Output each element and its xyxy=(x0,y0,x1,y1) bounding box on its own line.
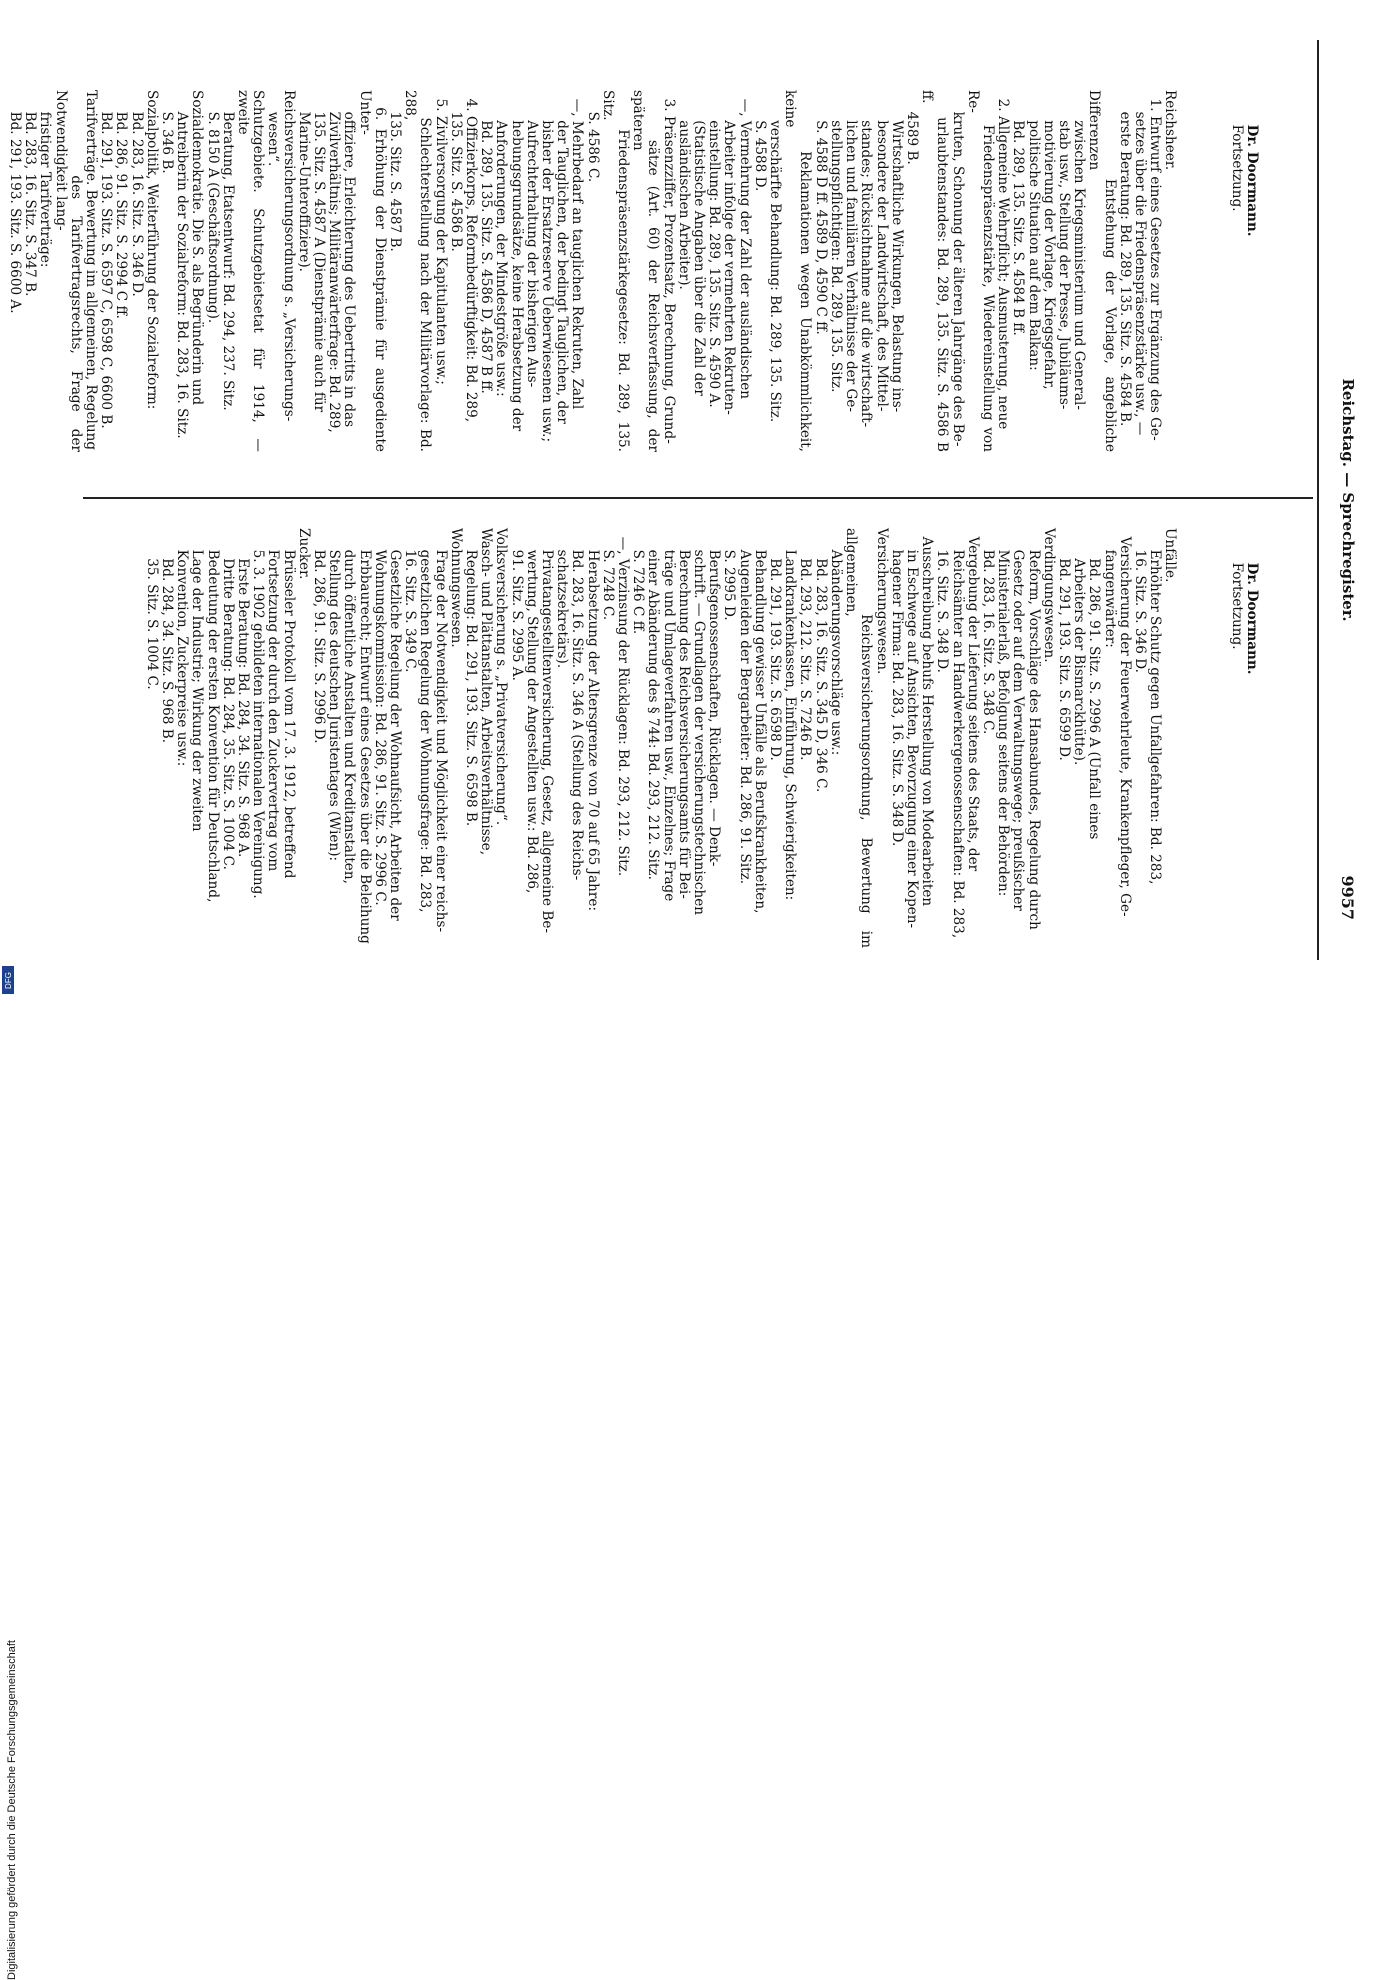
right-column-heading xyxy=(1214,528,1275,948)
right-heading-rest: Fortsetzung. xyxy=(1229,562,1246,650)
left-heading-rest: Fortsetzung. xyxy=(1229,124,1246,212)
credit-text: Digitalisierung gefördert durch die Deutsche Forschungsgemeinschaft xyxy=(6,1640,18,1980)
left-heading-name: Dr. Doormann. xyxy=(1244,124,1261,237)
dfg-logo xyxy=(2,966,14,994)
left-column-heading xyxy=(1214,90,1275,452)
column-divider xyxy=(83,497,1313,499)
dfg-logo-text: DFG xyxy=(3,971,13,989)
left-column xyxy=(0,90,1305,452)
left-column-body: Reichsheer. 1. Entwurf eines Gesetzes zur Ergänzung des Ge- setzes über die Friedenspräsenzstärke usw., — erste Beratung: Bd. 289, 135. Sitz. S. 4584 B. Entstehung der Vorlage, angebliche Differenzen zwischen Kriegsministerium und General- stab usw., Stellung der Presse, Jubiläums- motivierung der Vorlage, Kriegsgefahr, politische Situation auf dem Balkan: Bd. 289, 135. Sitz. S. 4584 B ff. 2. Allgemeine Wehrpflicht; Ausmusterung, neue Friedenspräsenzstärke, Wiedereinstellung von Re- kruten, Schonung der älteren Jahrgänge des Be- urlaubtenstandes: Bd. 289, 135. Sitz. S. 4586 B ff. 4589 B. Wirtschaftliche Wirkungen, Belastung ins- besondere der Landwirtschaft, des Mittel- standes; Rücksichtnahme auf die wirtschaft- lichen und familiären Verhältnisse der Ge- stellungspflichtigen: Bd. 289, 135. Sitz. S. 4588 D ff. 4589 D, 4590 C ff. Reklamationen wegen Unabkömmlichkeit, keine verschärfte Behandlung: Bd. 289, 135. Sitz. S. 4588 D. —, Vermehrung der Zahl der ausländischen Arbeiter infolge der vermehrten Rekruten- einstellung: Bd. 289, 135. Sitz. S. 4590 A. (Statistische Angaben über die Zahl der ausländischen Arbeiter). 3. Präsenzziffer, Prozentsatz, Berechnung, Grund- sätze (Art. 60) der Reichsverfassung, der späteren Friedenspräsenzstärkegesetze: Bd. 289, 135. Sitz. S. 4586 C. —, Mehrbedarf an tauglichen Rekruten, Zahl der Tauglichen, der bedingt Tauglichen, der bisher der Ersatzreserve Ueberwiesenen usw.; Aufrechterhaltung der bisherigen Aus- hebungsgrundsätze, keine Herabsetzung der Anforderungen, der Mindestgröße usw.: Bd. 289, 135. Sitz. S. 4586 D, 4587 B ff. 4. Offizierkorps, Reformbedürftigkeit: Bd. 289, 135. Sitz. S. 4586 B. 5. Zivilversorgung der Kapitulanten usw.; Schlechterstellung nach der Militärvorlage: Bd. 288, 135. Sitz. S. 4587 B. 6. Erhöhung der Dienstprämie für ausgediente Unter- offiziere, Erleichterung des Uebertritts in das Zivilverhältnis; Militäranwärterfrage: Bd. 289, 135. Sitz. S. 4587 A (Dienstprämie auch für Marine-Unteroffiziere). Reichsversicherungsordnung s. „Versicherungs- wesen“. Schutzgebiete. Schutzgebietsetat für 1914, — zweite Beratung, Etatsentwurf: Bd. 294, 237. Sitz. S. 8150 A (Geschäftsordnung). Sozialdemokratie. Die S. als Begründerin und Antreiberin der Sozialreform: Bd. 283, 16. Sitz. S. 346 B. Sozialpolitik, Weiterführung der Sozialreform: Bd. 283, 16. Sitz. S. 346 D. Bd. 286, 91. Sitz. S. 2994 C ff. Bd. 291, 193. Sitz. S. 6597 C, 6598 C, 6600 B. Tarifverträge. Bewertung im allgemeinen, Regelung des Tarifvertragsrechts, Frage der Notwendigkeit lang- fristiger Tarifverträge: Bd. 283, 16. Sitz. S. 347 B. Bd. 291, 193. Sitz. S. 6600 A. xyxy=(6,90,1179,452)
digitization-credit xyxy=(0,986,1383,1980)
right-column-body: Unfälle. Erhöhter Schutz gegen Unfallgefahren: Bd. 283, 16. Sitz. S. 346 D. Versicherung der Feuerwehrleute, Krankenpfleger, Ge- fangenwärter: Bd. 286, 91. Sitz. S. 2996 A (Unfall eines Arbeiters der Bismarckhütte). Bd. 291, 193. Sitz. S. 6599 D. Verdingungswesen. Reform, Vorschläge des Hansabundes, Regelung durch Gesetz oder auf dem Verwaltungswege; preußischer Ministerialerlaß, Befolgung seitens der Behörden: Bd. 283, 16. Sitz. S. 348 C. Vergebung der Lieferung seitens des Staats, der Reichsämter an Handwerkergenossenschaften: Bd. 283, 16. Sitz. S. 348 D. Ausschreibung behufs Herstellung von Modearbeiten in Eschwege auf Ansichten, Bevorzugung einer Kopen- hagener Firma: Bd. 283, 16. Sitz. S. 348 D. Versicherungswesen. Reichsversicherungsordnung, Bewertung im allgemeinen, Abänderungsvorschläge usw.: Bd. 283, 16. Sitz. S. 345 D, 346 C. Bd. 293, 212. Sitz. S. 7246 B. Landkrankenkassen, Einführung, Schwierigkeiten: Bd. 291, 193. Sitz. S. 6598 D. Behandlung gewisser Unfälle als Berufskrankheiten, Augenleiden der Bergarbeiter: Bd. 286, 91. Sitz. S. 2995 D. Berufsgenossenschaften, Rücklagen. — Denk- schrift. — Grundlagen der versicherungstechnischen Berechnung des Reichsversicherungsamts für Bei- träge und Umlageverfahren usw., Einzelnes; Frage einer Abänderung des § 744: Bd. 293, 212. Sitz. S. 7246 C ff. —, Verzinsung der Rücklagen: Bd. 293, 212. Sitz. S. 7248 C. Herabsetzung der Altersgrenze von 70 auf 65 Jahre: Bd. 283, 16. Sitz. S. 346 A (Stellung des Reichs- schatzsekretärs). Privatangestelltenversicherung, Gesetz, allgemeine Be- wertung, Stellung der Angestellten usw.: Bd. 286, 91. Sitz. S. 2995 A. Volksversicherung s. „Privatversicherung“. Wasch- und Plättanstalten, Arbeitsverhältnisse, Regelung: Bd. 291, 193. Sitz. S. 6598 B. Wohnungswesen. Frage der Notwendigkeit und Möglichkeit einer reichs- gesetzlichen Regelung der Wohnungsfrage: Bd. 283, 16. Sitz. S. 349 C. Gesetzliche Regelung der Wohnaufsicht, Arbeiten der Wohnungskommission: Bd. 286, 91. Sitz. S. 2996 C. Erbbaurecht; Entwurf eines Gesetzes über die Beleihung durch öffentliche Anstalten und Kreditanstalten, Stellung des deutschen Juristentages (Wien): Bd. 286, 91. Sitz. S. 2996 D. Zucker. Brüsseler Protokoll vom 17. 3. 1912, betreffend Fortsetzung der durch den Zuckervertrag vom 5. 3. 1902 gebildeten internationalen Vereinigung. Erste Beratung: Bd. 284, 34. Sitz. S. 968 A. Dritte Beratung: Bd. 284, 35. Sitz. S. 1004 C. Bedeutung der ersten Konvention für Deutschland, Lage der Industrie; Wirkung der zweiten Konvention, Zuckerpreise usw.: Bd. 284, 34. Sitz. S. 968 B. 35. Sitz. S. 1004 C. xyxy=(143,528,1179,949)
page-number: 9957 xyxy=(1338,875,1357,920)
page-header-title: Reichstag. — Sprechregister. xyxy=(1339,378,1357,622)
right-heading-name: Dr. Doormann. xyxy=(1244,562,1261,675)
right-column xyxy=(113,528,1305,948)
header-rule xyxy=(1318,40,1320,960)
